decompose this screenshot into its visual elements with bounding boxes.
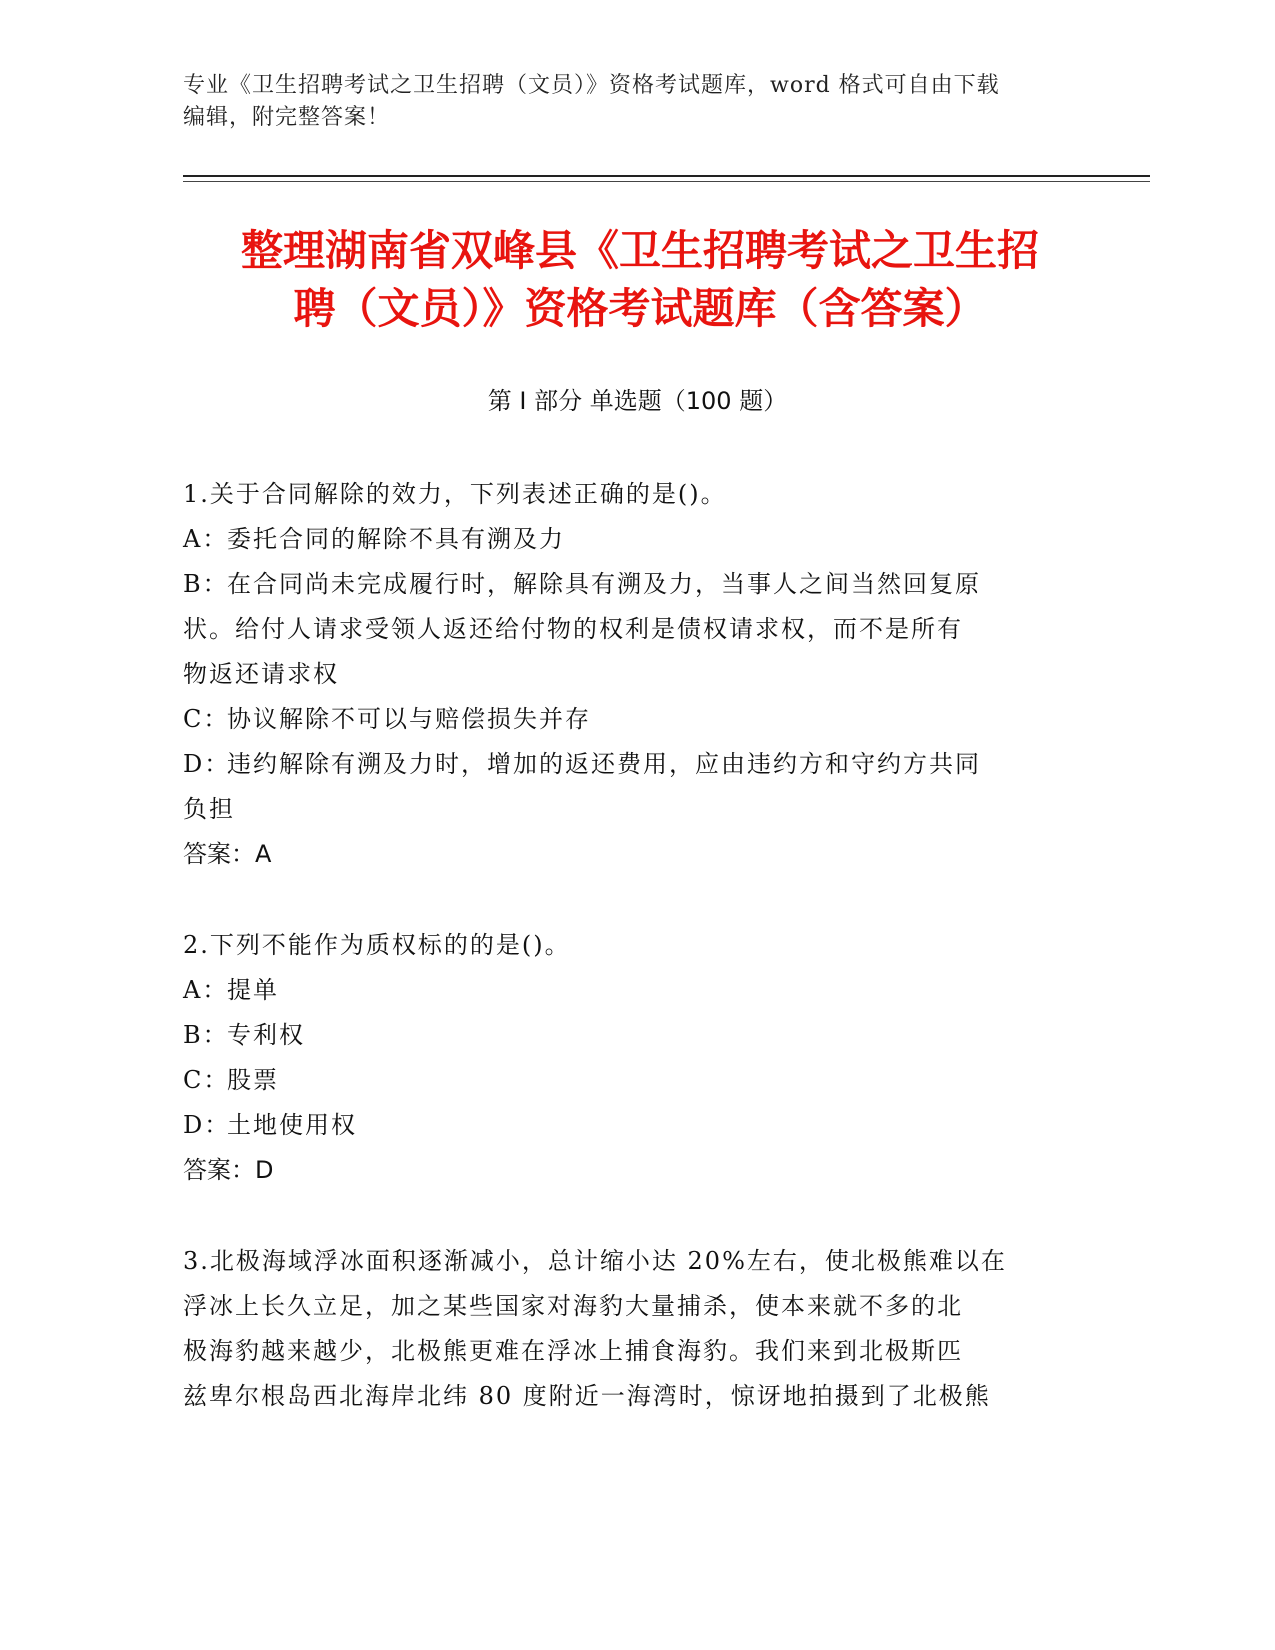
question-stem: 3.北极海域浮冰面积逐渐减小，总计缩小达 20%左右，使北极熊难以在 xyxy=(183,1247,1007,1275)
option-text-continued: 负担 xyxy=(183,795,235,823)
option-label: B： xyxy=(183,570,229,598)
option-text-continued: 物返还请求权 xyxy=(183,660,339,688)
question-stem-continued: 极海豹越来越少，北极熊更难在浮冰上捕食海豹。我们来到北极斯匹 xyxy=(183,1337,963,1365)
option-label: D： xyxy=(183,750,231,778)
option-text: 提单 xyxy=(227,976,279,1004)
option-label: D： xyxy=(183,1111,231,1139)
question-stem-continued: 浮冰上长久立足，加之某些国家对海豹大量捕杀，使本来就不多的北 xyxy=(183,1292,963,1320)
option-text: 在合同尚未完成履行时，解除具有溯及力，当事人之间当然回复原 xyxy=(227,570,981,598)
option-text: 土地使用权 xyxy=(227,1111,357,1139)
header-rule-thin xyxy=(183,181,1150,182)
question-3 xyxy=(183,1239,1083,1419)
header-rule-thick xyxy=(183,175,1150,177)
option-label: A： xyxy=(183,976,229,1004)
option-c xyxy=(183,697,1083,742)
document-title-line-2: 聘（文员）》资格考试题库（含答案） xyxy=(293,284,987,333)
question-stem: 1.关于合同解除的效力，下列表述正确的是()。 xyxy=(183,480,727,508)
option-text-continued: 状。给付人请求受领人返还给付物的权利是债权请求权，而不是所有 xyxy=(183,615,963,643)
question-1 xyxy=(183,472,1083,877)
question-list xyxy=(183,472,1083,1465)
option-label: B： xyxy=(183,1021,229,1049)
document-title-line-1: 整理湖南省双峰县《卫生招聘考试之卫生招 xyxy=(240,226,1039,275)
option-d xyxy=(183,742,1083,832)
option-a xyxy=(183,968,1083,1013)
option-b xyxy=(183,1013,1083,1058)
option-c xyxy=(183,1058,1083,1103)
option-d xyxy=(183,1103,1083,1148)
option-label: C： xyxy=(183,705,230,733)
header-note-line-2: 编辑，附完整答案！ xyxy=(183,105,391,130)
question-stem: 2.下列不能作为质权标的的是()。 xyxy=(183,931,571,959)
option-text: 违约解除有溯及力时，增加的返还费用，应由违约方和守约方共同 xyxy=(227,750,981,778)
option-text: 专利权 xyxy=(227,1021,305,1049)
option-label: C： xyxy=(183,1066,230,1094)
question-2 xyxy=(183,923,1083,1193)
option-text: 协议解除不可以与赔偿损失并存 xyxy=(227,705,591,733)
header-note-line-1: 专业《卫生招聘考试之卫生招聘（文员）》资格考试题库，word 格式可自由下载 xyxy=(183,73,1000,98)
question-stem-continued: 兹卑尔根岛西北海岸北纬 80 度附近一海湾时，惊讶地拍摄到了北极熊 xyxy=(183,1382,991,1410)
option-text: 委托合同的解除不具有溯及力 xyxy=(227,525,565,553)
option-b xyxy=(183,562,1083,697)
answer-line: 答案：A xyxy=(183,840,272,868)
answer-line: 答案：D xyxy=(183,1156,274,1184)
section-heading: 第 I 部分 单选题（100 题） xyxy=(487,387,788,415)
document-title xyxy=(160,222,1120,338)
option-label: A： xyxy=(183,525,229,553)
header-note xyxy=(183,70,1053,134)
option-a xyxy=(183,517,1083,562)
option-text: 股票 xyxy=(227,1066,279,1094)
